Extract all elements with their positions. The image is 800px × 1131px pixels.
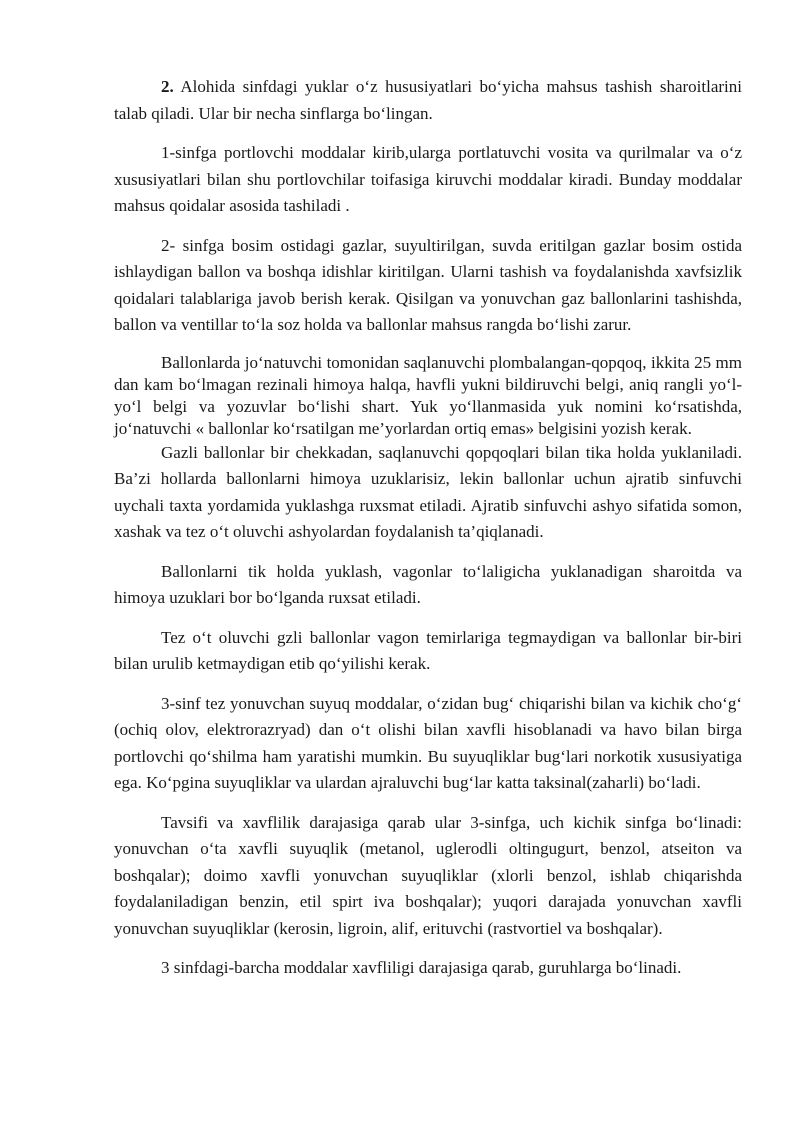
paragraph-intro (114, 74, 742, 127)
paragraph-intro-text: Alohida sinfdagi yuklar o‘z hususiyatlari bo‘yicha mahsus tashish sharoitlarini talab qiladi. Ular bir necha sinflarga bo‘lingan. (114, 77, 742, 123)
paragraph-flammable-ballons: Tez o‘t oluvchi gzli ballonlar vagon temirlariga tegmaydigan va ballonlar bir-biri bilan urulib ketmaydigan etib qo‘yilishi kerak. (114, 627, 742, 673)
section-number: 2. (161, 77, 174, 96)
paragraph-class-2: 2- sinfga bosim ostidagi gazlar, suyultirilgan, suvda eritilgan gazlar bosim ostida ishlaydigan ballon va boshqa idishlar kiritilgan. Ularni tashish va foydalanishda xavfsizlik qoidalari talablariga javob berish kerak. Qisilgan va yonuvchan gaz ballonlarini tashishda, ballon va ventillar to‘la soz holda va ballonlar mahsus rangda bo‘lishi zarur. (114, 235, 742, 334)
paragraph-groups: 3 sinfdagi-barcha moddalar xavfliligi darajasiga qarab, guruhlarga bo‘linadi. (161, 958, 682, 977)
paragraph-class-1: 1-sinfga portlovchi moddalar kirib,ularga portlatuvchi vosita va qurilmalar va o‘z xususiyatlari bilan shu portlovchilar toifasiga kiruvchi moddalar kiradi. Bunday moddalar mahsus qoidalar asosida tashiladi . (114, 143, 742, 215)
paragraph-ballon-marking: Ballonlarda jo‘natuvchi tomonidan saqlanuvchi plombalangan-qopqoq, ikkita 25 mm dan kam bo‘lmagan rezinali himoya halqa, havfli yukni bildiruvchi belgi, aniq rangli yo‘l-yo‘l belgi va yozuvlar bo‘lishi shart. Yuk yo‘llanmasida yuk nomini ko‘rsatishda, jo‘natuvchi « ballonlar ko‘rsatilgan me’yorlardan ortiq emas» belgisini yozish kerak. (114, 352, 742, 438)
document-page (114, 74, 742, 982)
paragraph-vertical-loading: Ballonlarni tik holda yuklash, vagonlar to‘laligicha yuklanadigan sharoitda va himoya uzuklari bor bo‘lganda ruxsat etiladi. (114, 561, 742, 607)
paragraph-subclasses: Tavsifi va xavflilik darajasiga qarab ular 3-sinfga, uch kichik sinfga bo‘linadi: yonuvchan o‘ta xavfli suyuqlik (metanol, uglerodli oltingugurt, benzol, atseiton va boshqalar); doimo xavfli yonuvchan suyuqliklar (xlorli benzol, ishlab chiqarishda foydalaniladigan benzin, etil spirt iva boshqalar); yuqori darajada yonuvchan xavfli yonuvchan suyuqliklar (kerosin, ligroin, alif, erituvchi (rastvortiel va boshqalar). (114, 812, 742, 938)
paragraph-class-3: 3-sinf tez yonuvchan suyuq moddalar, o‘zidan bug‘ chiqarishi bilan va kichik cho‘g‘ (ochiq olov, elektrorazryad) dan o‘t olishi bilan xavfli hisoblanadi va havo bilan birga portlovchi qo‘shilma ham yaratishi mumkin. Bu suyuqliklar bug‘lari norkotik xususiyatiga ega. Ko‘pgina suyuqliklar va ulardan ajraluvchi bug‘lar katta taksinal(zaharli) bo‘ladi. (114, 693, 742, 792)
paragraph-ballon-loading: Gazli ballonlar bir chekkadan, saqlanuvchi qopqoqlari bilan tika holda yuklaniladi. Ba’zi hollarda ballonlarni himoya uzuklarisiz, lekin ballonlar uchun ajratib sinfuvchi uychali taxta yordamida yuklashga ruxsmat etiladi. Ajratib sinfuvchi ashyo sifatida somon, xashak va tez o‘t oluvchi ashyolardan foydalanish ta’qiqlanadi. (114, 442, 742, 541)
